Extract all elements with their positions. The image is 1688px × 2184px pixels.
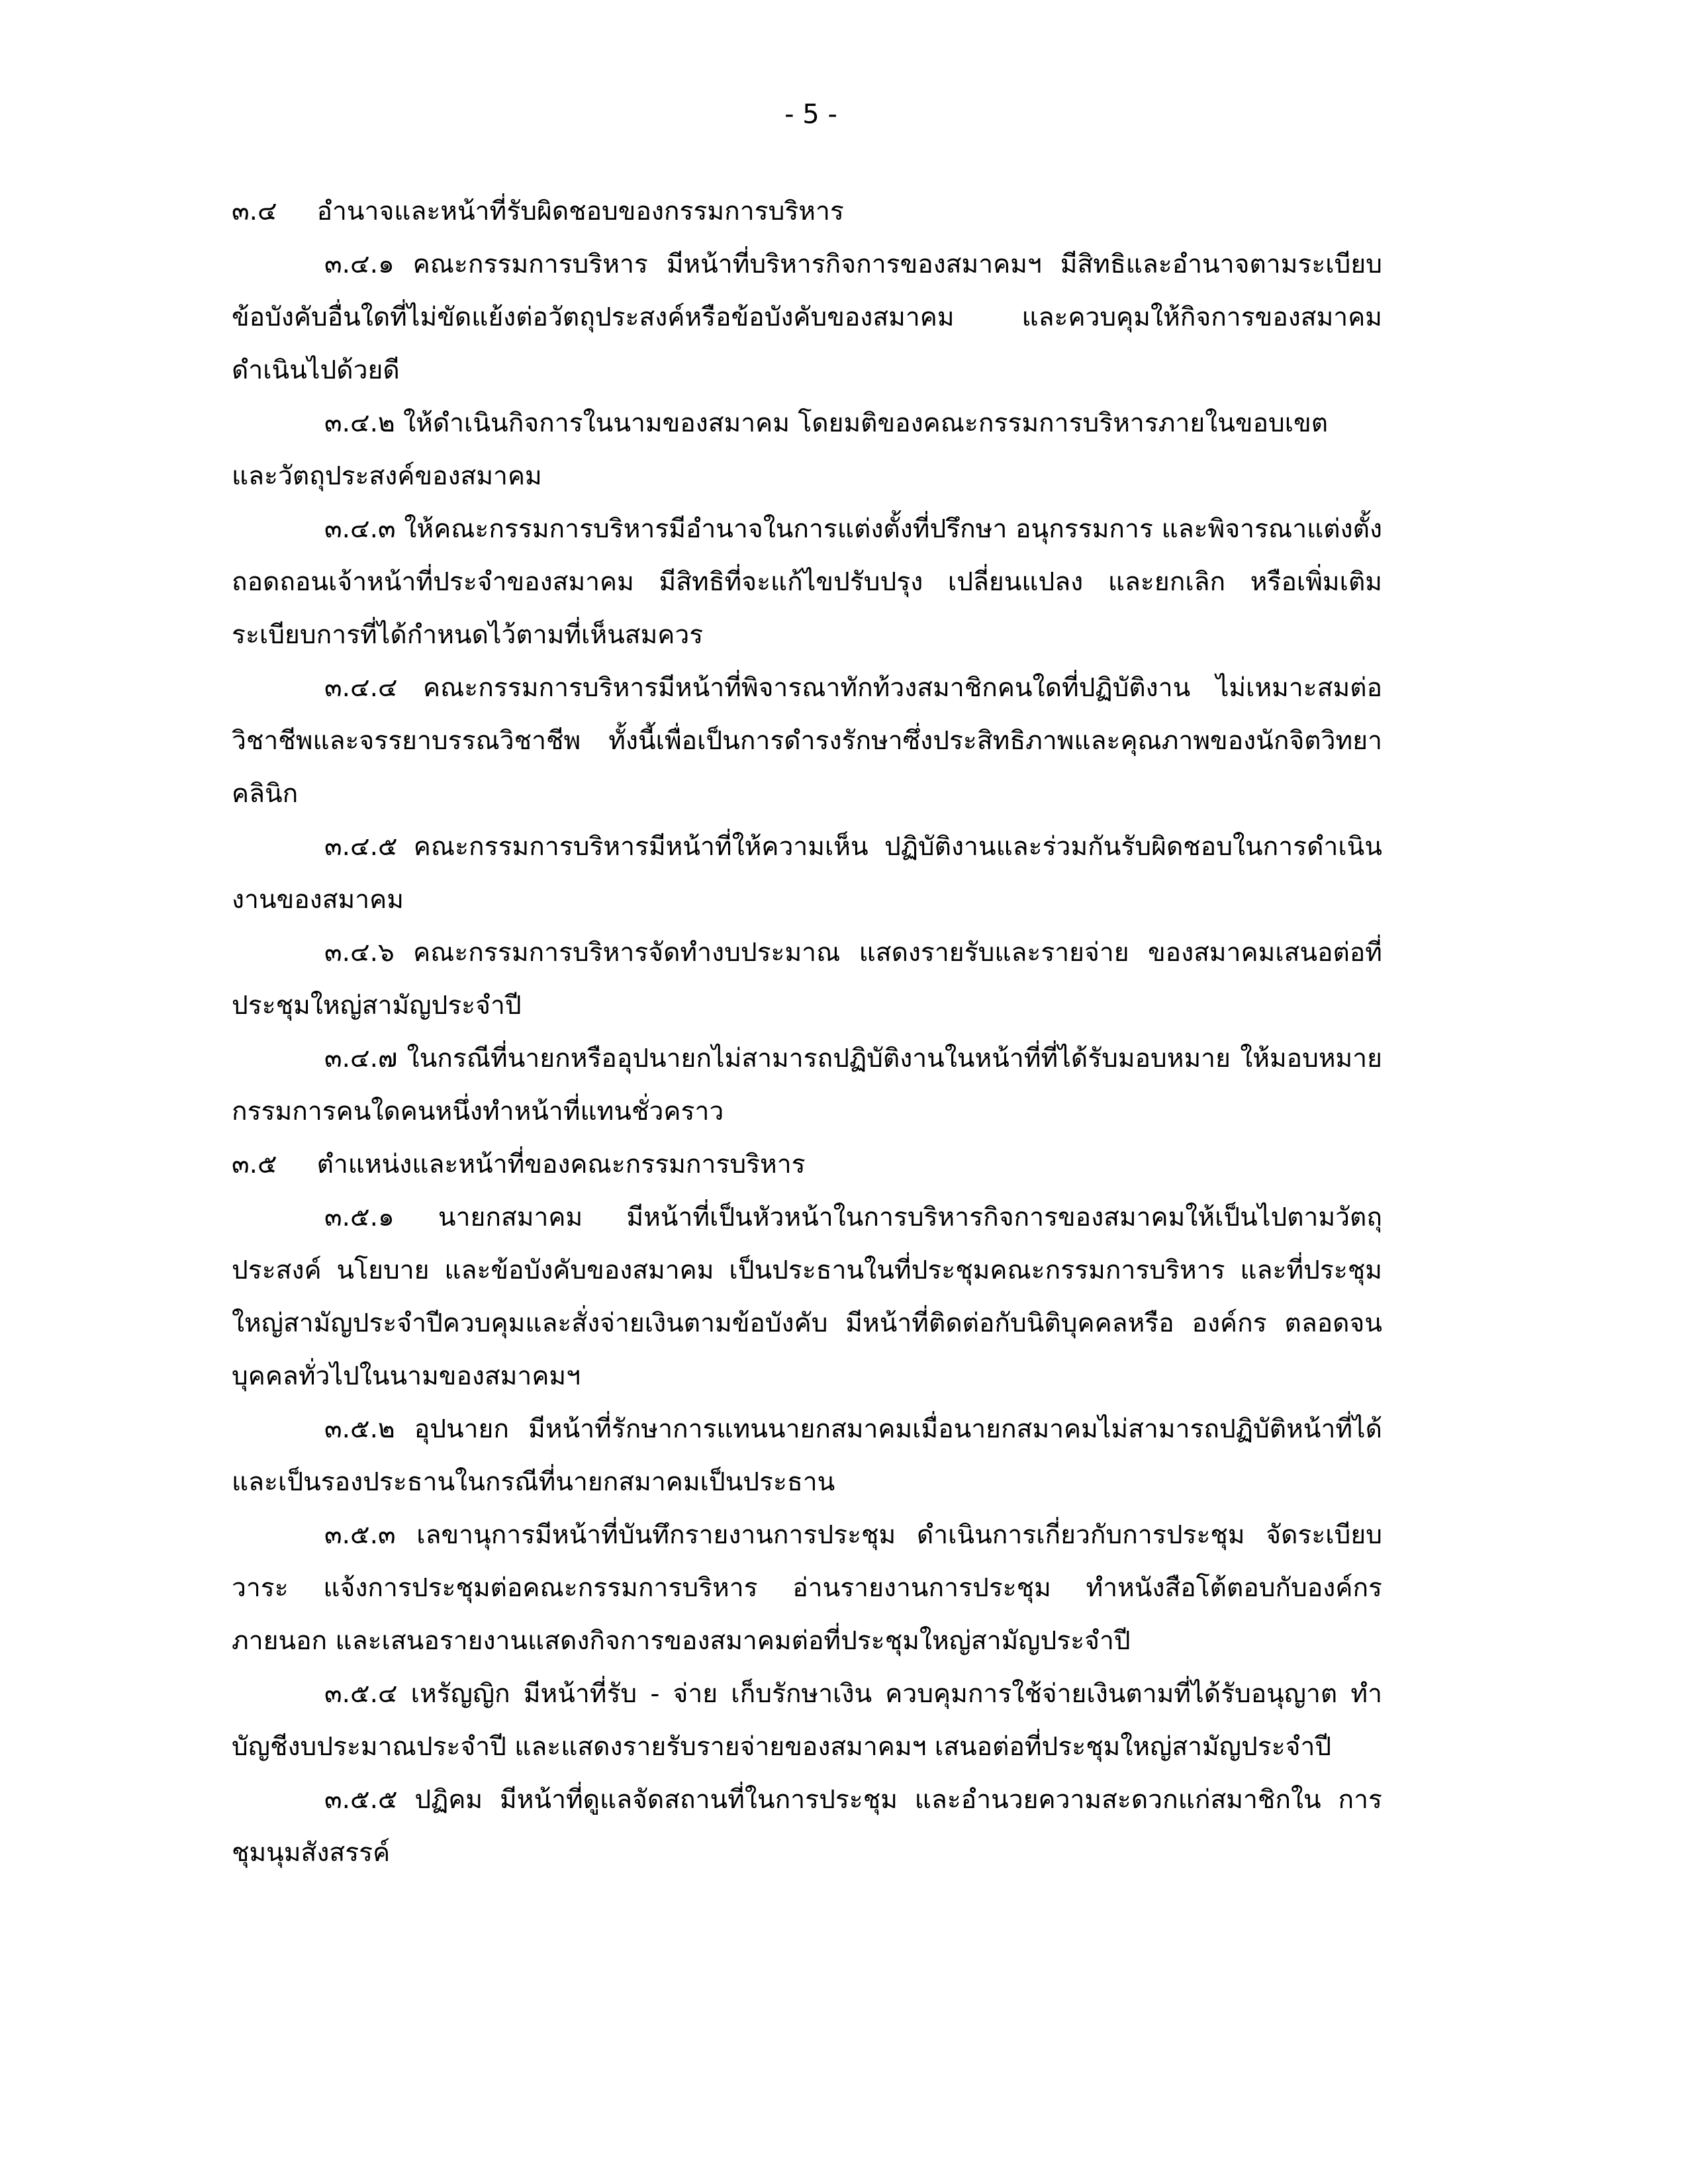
paragraph-line: ชุมนุมสังสรรค์ (232, 1838, 391, 1868)
paragraph-line: และเป็นรองประธานในกรณีที่นายกสมาคมเป็นประธาน (232, 1467, 835, 1497)
paragraph-line: ๓.๔.๓ ให้คณะกรรมการบริหารมีอำนาจในการแต่งตั้งที่ปรึกษา อนุกรรมการ และพิจารณาแต่งตั้ง (324, 514, 1382, 544)
paragraph-line: ประชุมใหญ่สามัญประจำปี (232, 991, 522, 1021)
paragraph-line: ๓.๔.๖ คณะกรรมการบริหารจัดทำงบประมาณ แสดงรายรับและรายจ่าย ของสมาคมเสนอต่อที่ (324, 938, 1382, 968)
paragraph-line: ใหญ่สามัญประจำปีควบคุมและสั่งจ่ายเงินตามข้อบังคับ มีหน้าที่ติดต่อกับนิติบุคคลหรือ องค์กร ตลอดจน (232, 1308, 1382, 1338)
page-number: - 5 - (784, 99, 837, 130)
section-heading-3-5 (232, 1138, 1382, 1191)
paragraph-line: บุคคลทั่วไปในนามของสมาคมฯ (232, 1361, 581, 1391)
document-body (232, 185, 1382, 1880)
paragraph-line: ๓.๕.๓ เลขานุการมีหน้าที่บันทึกรายงานการประชุม ดำเนินการเกี่ยวกับการประชุม จัดระเบียบ (324, 1520, 1382, 1550)
paragraph-line: ๓.๔.๑ คณะกรรมการบริหาร มีหน้าที่บริหารกิจการของสมาคมฯ มีสิทธิและอำนาจตามระเบียบ (324, 250, 1382, 279)
paragraph-line: ถอดถอนเจ้าหน้าที่ประจำของสมาคม มีสิทธิที่จะแก้ไขปรับปรุง เปลี่ยนแปลง และยกเลิก หรือเพิ่มเติม (232, 567, 1382, 597)
section-heading-3-4 (232, 185, 1382, 238)
paragraph-line: และวัตถุประสงค์ของสมาคม (232, 461, 542, 491)
paragraph-line: ๓.๔.๔ คณะกรรมการบริหารมีหน้าที่พิจารณาทักท้วงสมาชิกคนใดที่ปฏิบัติงาน ไม่เหมาะสมต่อ (324, 673, 1382, 703)
paragraph-line: ๓.๕.๒ อุปนายก มีหน้าที่รักษาการแทนนายกสมาคมเมื่อนายกสมาคมไม่สามารถปฏิบัติหน้าที่ได้ (324, 1414, 1382, 1444)
paragraph-line: คลินิก (232, 779, 299, 809)
paragraph-line: งานของสมาคม (232, 885, 404, 915)
paragraph-line: ๓.๔.๗ ในกรณีที่นายกหรืออุปนายกไม่สามารถปฏิบัติงานในหน้าที่ที่ได้รับมอบหมาย ให้มอบหมาย (324, 1044, 1382, 1073)
section-number: ๓.๕ (232, 1150, 277, 1179)
paragraph-line: ดำเนินไปด้วยดี (232, 355, 400, 385)
section-number: ๓.๔ (232, 197, 277, 226)
section-title: ตำแหน่งและหน้าที่ของคณะกรรมการบริหาร (316, 1150, 806, 1179)
paragraph-line: ระเบียบการที่ได้กำหนดไว้ตามที่เห็นสมควร (232, 620, 704, 650)
paragraph-line: ๓.๕.๔ เหรัญญิก มีหน้าที่รับ - จ่าย เก็บรักษาเงิน ควบคุมการใช้จ่ายเงินตามที่ได้รับอนุญาต ทำ (324, 1679, 1382, 1709)
paragraph-line: ข้อบังคับอื่นใดที่ไม่ขัดแย้งต่อวัตถุประสงค์หรือข้อบังคับของสมาคม และควบคุมให้กิจการของสมาคม (232, 302, 1382, 332)
paragraph-line: ๓.๔.๕ คณะกรรมการบริหารมีหน้าที่ให้ความเห็น ปฏิบัติงานและร่วมกันรับผิดชอบในการดำเนิน (324, 832, 1382, 862)
section-title: อำนาจและหน้าที่รับผิดชอบของกรรมการบริหาร (316, 197, 844, 226)
paragraph-line: บัญชีงบประมาณประจำปี และแสดงรายรับรายจ่ายของสมาคมฯ เสนอต่อที่ประชุมใหญ่สามัญประจำปี (232, 1732, 1332, 1762)
paragraph-line: ๓.๕.๑ นายกสมาคม มีหน้าที่เป็นหัวหน้าในการบริหารกิจการของสมาคมให้เป็นไปตามวัตถุ (324, 1203, 1382, 1232)
paragraph-line: ประสงค์ นโยบาย และข้อบังคับของสมาคม เป็นประธานในที่ประชุมคณะกรรมการบริหาร และที่ประชุม (232, 1255, 1382, 1285)
paragraph-line: ๓.๕.๕ ปฏิคม มีหน้าที่ดูแลจัดสถานที่ในการประชุม และอำนวยความสะดวกแก่สมาชิกใน การ (324, 1785, 1382, 1815)
paragraph-line: ภายนอก และเสนอรายงานแสดงกิจการของสมาคมต่อที่ประชุมใหญ่สามัญประจำปี (232, 1626, 1131, 1656)
paragraph-line: วิชาชีพและจรรยาบรรณวิชาชีพ ทั้งนี้เพื่อเป็นการดำรงรักษาซึ่งประสิทธิภาพและคุณภาพของนักจิตวิทยา (232, 726, 1382, 756)
paragraph-line: ๓.๔.๒ ให้ดำเนินกิจการในนามของสมาคม โดยมติของคณะกรรมการบริหารภายในขอบเขต (324, 408, 1329, 438)
paragraph-line: กรรมการคนใดคนหนึ่งทำหน้าที่แทนชั่วคราว (232, 1097, 724, 1126)
paragraph-line: วาระ แจ้งการประชุมต่อคณะกรรมการบริหาร อ่านรายงานการประชุม ทำหนังสือโต้ตอบกับองค์กร (232, 1573, 1382, 1603)
